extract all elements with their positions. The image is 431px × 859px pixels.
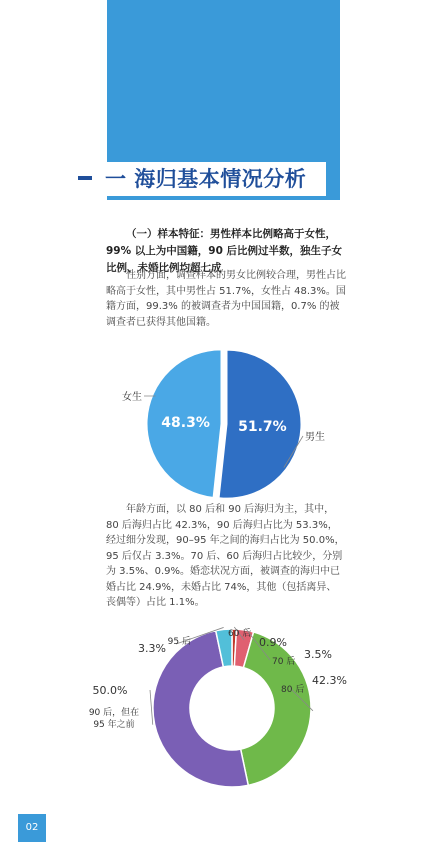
donut-category-label-4: 95 后	[167, 637, 191, 647]
paragraph-gender: 性别方面，调查样本的男女比例较合理，男性占比略高于女性，其中男性占 51.7%，女性占 48.3%。国籍方面，99.3% 的被调查者为中国国籍，0.7% 的被调查者已获得其他国籍。	[106, 270, 346, 328]
pie-value-label-1: 48.3%	[161, 414, 210, 431]
donut-value-label-0: 0.9%	[259, 636, 287, 649]
donut-value-label-4: 3.3%	[138, 642, 166, 655]
pie-value-label-0: 51.7%	[238, 419, 287, 436]
donut-category-label-2: 80 后	[281, 685, 305, 695]
donut-value-label-2: 42.3%	[312, 674, 347, 687]
donut-category-label-0: 60 后	[228, 629, 252, 639]
pie-category-label-0: 男生	[305, 432, 325, 443]
donut-slice-2	[241, 632, 311, 785]
donut-value-label-3: 50.0%	[92, 684, 128, 697]
section-title: 一 海归基本情况分析	[105, 167, 307, 191]
donut-category-label-3: 90 后，但在 95 年之前	[88, 708, 140, 730]
pie-category-label-1: 女生	[122, 392, 142, 403]
page-number: 02	[18, 814, 46, 842]
paragraph-age: 年龄方面，以 80 后和 90 后海归为主，其中，80 后海归占比 42.3%，90 后海归占比为 53.3%，经过细分发现，90–95 年之间的海归占比为 50.0%，95 后仅占 3.3%。70 后、60 后海归占比较少，分别为 3.5%、0.9%。婚恋状况方面，被调查的海归中已婚占比 24.9%，未婚占比 74%，其他（包括离异、丧偶等）占比 1.1%。	[106, 504, 345, 608]
donut-category-label-1: 70 后	[272, 657, 296, 667]
gender-pie-chart	[122, 350, 325, 498]
age-donut-chart	[89, 627, 347, 787]
section-heading: （一）样本特征：男性样本比例略高于女性，99% 以上为中国籍，90 后比例过半数，独生子女比例、未婚比例均超七成	[106, 228, 343, 274]
donut-value-label-1: 3.5%	[304, 648, 332, 661]
